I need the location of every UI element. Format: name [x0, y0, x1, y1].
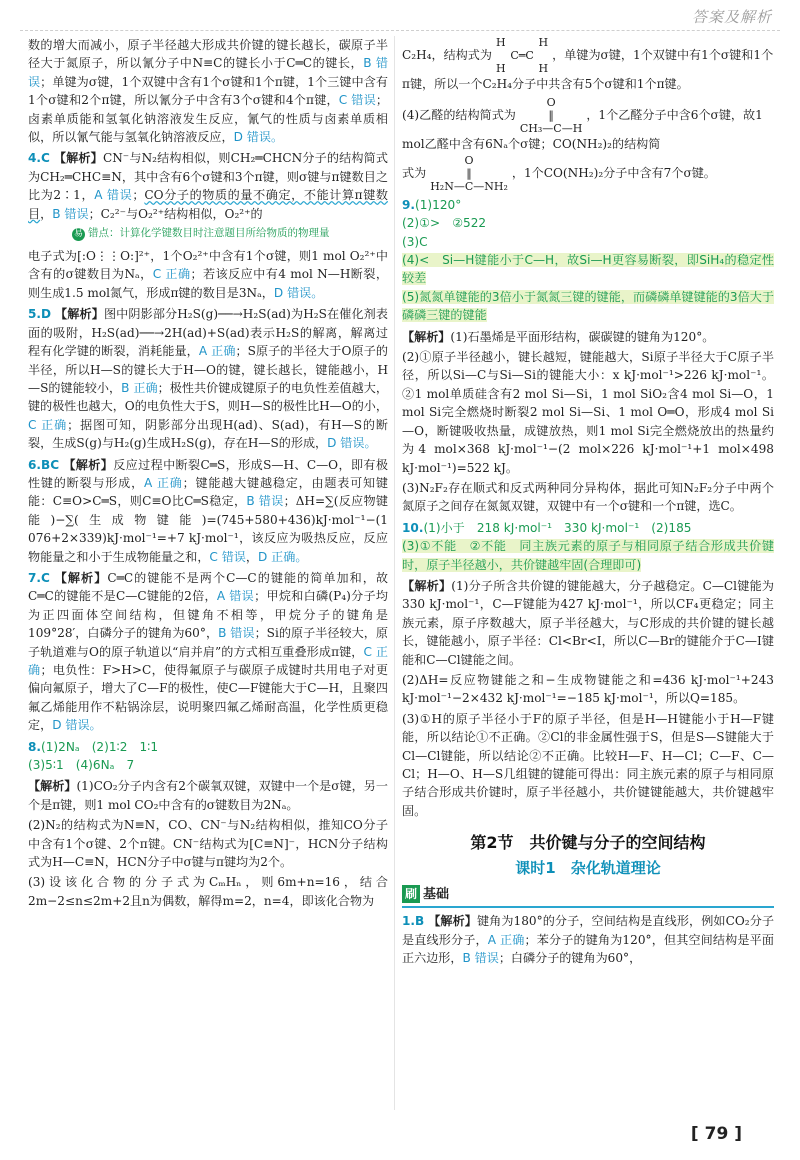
q1-number: 1. [402, 914, 416, 929]
c2h4-structure-formula: H H C═C H H [495, 36, 549, 75]
page-header-title: 答案及解析 [691, 8, 772, 26]
q6-c-mark: C 错误 [209, 549, 246, 564]
question-8 [28, 738, 388, 775]
q9-explanation-2: (2)①原子半径越小，键长越短，键能越大，Si原子半径大于C原子半径，所以Si—C与Si—Si的键能大小：x kJ·mol⁻¹>226 kJ·mol⁻¹。②1 mol单质硅含有2 mol Si—Si，1 mol SiO₂含4 mol Si—O，1 mol Si完全燃烧时断裂2 mol Si—Si、1 mol O═O，形成4 mol Si—O，断键吸收热量，成键放热，则1 mol Si完全燃烧放出的热量约为4 mol×368 kJ·mol⁻¹−(2 mol×226 kJ·mol⁻¹+1 mol×498 kJ·mol⁻¹)=522 kJ。 [402, 350, 774, 475]
q10-answer-3: (3)①不能 ②不能 同主族元素的原子与相同原子结合形成共价键时，原子半径越小，共价键越牢固(合理即可) [402, 539, 774, 572]
urea-structure: O ‖ H₂N—C—NH₂ [430, 153, 508, 193]
q7-label: 【解析】 [54, 570, 108, 585]
q4-label: 【解析】 [53, 151, 103, 166]
q8-explanation-1: 【解析】(1)CO₂分子内含有2个碳氧双键，双键中一个是σ键，另一个是π键，则1 mol CO₂中含有的σ键数目为2Nₐ。 [28, 779, 388, 812]
q5-d-mark: D 错误。 [327, 436, 377, 451]
q9-answer-4: (4)< Si—H键能小于C—H，故Si—H更容易断裂，即SiH₄的稳定性较差 [402, 253, 774, 286]
q10-explanation-1: 【解析】(1)分子所含共价键的键能越大，分子越稳定。C—Cl键能为330 kJ·mol⁻¹，C—F键能为427 kJ·mol⁻¹，所以CF₄更稳定；同主族元素，原子序数越大，原子半径越大，与C形成的共价键的键长越长，键能越小，原子半径：Cl<Br<I，所以C—Br的键能介于C—I键能和C—Cl键能之间。 [402, 578, 774, 667]
q7-a-mark: A 错误 [216, 589, 255, 604]
q9-number: 9. [402, 197, 416, 212]
q10-explanation-3: (3)①H的原子半径小于F的原子半径，但是H—H键能小于H—F键能，所以结论①不正确。②Cl的非金属性强于S，但是S—S键能大于Cl—Cl键能，所以结论②不正确。比较H—F、H—Cl；C—F、C—Cl；H—O、H—S几组键的键能可得出：同主族元素的原子与相同原子结合形成共价键时，原子半径越小，共价键键能越大，共价键越牢固。 [402, 711, 774, 818]
c2h4-paragraph: C₂H₄，结构式为H H C═C H H，单键为σ键，1个双键中有1个σ键和1个π键，所以一个C₂H₄分子中共含有5个σ键和1个π键。 [402, 36, 774, 91]
q8-explanation-3: (3)设该化合物的分子式为CₘHₙ，则6m+n=16，结合2m−2≤n≤2m+2且n为偶数，解得m=2，n=4，即该化合物为 [28, 875, 388, 908]
page-number: [ 79 ] [690, 1124, 742, 1144]
question-9-answers: 9.(1)120° (2)①> ②522 (3)C (4)< Si—H键能小于C—H，故Si—H更容易断裂，即SiH₄的稳定性较差 (5)氮氮单键能的3倍小于氮氮三键的键能，而磷磷单键键能的3倍大于磷磷三键的键能 [402, 197, 774, 323]
question-5: 5.D 【解析】图中阴影部分H₂S(g)──→H₂S(ad)为H₂S在催化剂表面的吸附，H₂S(ad)──→2H(ad)+S(ad)表示H₂S的解离，解离过程有化学键的断裂，消耗能量，A 正确；S原子的半径大于O原子的半径，所以H—S的键长大于H—O的键，键长越长，键能越小，H—S的键能较小，B 正确；极性共价键成键原子的电负性差值越大，键的极性也越大，O的电负性大于S，则H—S的极性比H—O的小，C 正确；据图可知，阴影部分出现H(ad)、S(ad)，有H—S的断裂，生成S(g)与H₂(g)生成H₂S(g)，存在H—S的形成，D 错误。 [28, 307, 388, 451]
q8-part4-paragraph: (4)乙醛的结构简式为O ‖ CH₃—C—H，1个乙醛分子中含6个σ键，故1 mol乙醛中含有6Nₐ个σ键；CO(NH₂)₂的结构简 式为O ‖ H₂N—C—NH₂，1个CO(NH₂)₂分子中含有7个σ键。 [402, 96, 763, 193]
q4-number: 4. [28, 151, 42, 166]
q5-c-mark: C 正确 [28, 417, 68, 432]
intro-b-mark: B 错误 [28, 56, 388, 89]
right-column [402, 36, 774, 970]
q4-b-mark: B 错误 [52, 206, 89, 221]
q8-answer-line1: (1)2Nₐ (2)1∶2 1∶1 [41, 739, 159, 754]
question-4-continued: 电子式为[:O⋮⋮O:]²⁺，1个O₂²⁺中含有1个σ键，则1 mol O₂²⁺中含有的σ键数目为Nₐ，C 正确；若该反应中有4 mol N—H断裂，则生成1.5 mol氮气，形成π键的数目是3Nₐ，D 错误。 [28, 249, 388, 300]
q6-number: 6. [28, 457, 42, 472]
q8-number: 8. [28, 739, 42, 754]
left-column [28, 36, 388, 912]
section-title: 第2节 共价键与分子的空间结构 [470, 833, 706, 853]
q5-answer: D [41, 307, 52, 322]
q5-number: 5. [28, 307, 42, 322]
acetaldehyde-structure: O ‖ CH₃—C—H [519, 96, 583, 136]
header-divider [20, 30, 780, 31]
q4-error-note: 易 错点：计算化学键数目时注意题目所给物质的物理量 [73, 227, 330, 240]
q7-c-mark: C 正确 [28, 644, 388, 677]
q10-explanation-2: (2)ΔH=反应物键能之和−生成物键能之和=436 kJ·mol⁻¹+243 kJ·mol⁻¹−2×432 kJ·mol⁻¹=−185 kJ·mol⁻¹，所以Q=185。 [402, 672, 774, 706]
intro-d-mark: D 错误。 [233, 130, 284, 145]
q6-b-mark: B 错误 [246, 494, 284, 509]
q7-b-mark: B 错误 [218, 626, 255, 641]
q1-label: 【解析】 [428, 914, 477, 929]
q6-answer: BC [41, 457, 60, 472]
q5-b-mark: B 正确 [121, 380, 158, 395]
q1-b-mark: B 错误 [462, 951, 499, 966]
q1-answer: B [415, 914, 425, 929]
q6-label: 【解析】 [63, 457, 114, 472]
q8-label: 【解析】 [28, 779, 77, 794]
q10-label: 【解析】 [402, 578, 452, 593]
q8-explanation-2: (2)N₂的结构式为N≡N，CO、CN⁻与N₂结构相似，推知CO分子中含有1个σ键、2个π键。CN⁻结构式为[C≡N]⁻，HCN分子结构式为H—C≡N，HCN分子中σ键与π键均为2个。 [28, 818, 388, 870]
q7-number: 7. [28, 570, 42, 585]
column-divider [394, 36, 395, 1110]
q9-explanation-1: 【解析】(1)石墨烯是平面形结构，碳碳键的键角为120°。 [402, 329, 715, 344]
q6-a-mark: A 正确 [143, 475, 183, 490]
intro-paragraph: 数的增大而减小，原子半径越大形成共价键的键长越长，碳原子半径大于氮原子，所以氰分子中N≡C的键长小于C═C的键长，B 错误；单键为σ键，1个双键中含有1个σ键和1个π键，1个三键中含有1个σ键和2个π键，所以氰分子中含有3个σ键和4个π键，C 错误；卤素单质能和氢氧化钠溶液发生反应，氰气的性质与卤素单质相似，所以氰气能与氢氧化钠溶液反应，D 错误。 [28, 38, 388, 145]
note-badge-icon: 易 [73, 229, 83, 240]
q4-d-mark: D 错误。 [273, 285, 324, 300]
q4-answer: C [41, 151, 50, 166]
lesson-title: 课时1 杂化轨道理论 [515, 858, 661, 877]
intro-c-mark: C 错误 [338, 93, 376, 108]
q6-d-mark: D 正确。 [258, 549, 308, 564]
q9-explanation-3: (3)N₂F₂存在顺式和反式两种同分异构体，据此可知N₂F₂分子中两个氮原子之间存在氮氮双键，双键中有一个σ键和一个π键，选C。 [402, 480, 774, 514]
q1-a-mark: A 正确 [487, 932, 525, 947]
q7-d-mark: D 错误。 [52, 718, 102, 733]
q4-wavy-note: CO分子的物质的量不确定，不能计算π键数目 [28, 188, 389, 221]
question-6: 6.BC 【解析】反应过程中断裂C═S，形成S—H、C—O，即有极性键的断裂与形成，A 正确；键能越大键越稳定，由题表可知键能：C≡O>C═S，则C≡O比C═S稳定，B 错误；ΔH=∑(反应物键能)−∑(生成物键能)=(745+580+436)kJ·mol⁻¹−(1 076+2×339)kJ·mol⁻¹=+7 kJ·mol⁻¹，该反应为吸热反应，反应物能量之和小于生成物能量之和，C 错误，D 正确。 [28, 457, 389, 564]
brush-icon: 刷 [402, 885, 420, 903]
q5-label: 【解析】 [55, 307, 104, 322]
q10-number: 10. [402, 520, 424, 535]
q4-a-mark: A 错误 [94, 188, 133, 203]
q7-answer: C [41, 570, 50, 585]
question-7: 7.C 【解析】C═C的键能不是两个C—C的键能的简单加和，故C═C的键能不是C—C键能的2倍，A 错误；甲烷和白磷(P₄)分子均为正四面体空间结构，但键角不相等，甲烷分子的键角是109°28′，白磷分子的键角为60°，B 错误；Si的原子半径较大，原子轨道难与O的原子轨道以“肩并肩”的方式相互重叠形成π键，C 正确；电负性：F>H>C，使得氟原子与碳原子成键时共用电子对更偏向氟原子，增大了C—F的极性，使C—F键能大于C—H，且聚四氟乙烯能用作不粘锅涂层，说明聚四氟乙烯耐高温，化学性质更稳定，D 错误。 [28, 570, 388, 733]
question-10-answers: 10.(1)小于 218 kJ·mol⁻¹ 330 kJ·mol⁻¹ (2)185 (3)①不能 ②不能 同主族元素的原子与相同原子结合形成共价键时，原子半径越小，共价键越牢固(合理即可) [402, 520, 774, 572]
basic-section-tag: 刷 基础 [402, 885, 774, 908]
q9-answer-5: (5)氮氮单键能的3倍小于氮氮三键的键能，而磷磷单键键能的3倍大于磷磷三键的键能 [402, 289, 774, 323]
question-4: 4.C 【解析】CN⁻与N₂结构相似，则CH₂═CHCN分子的结构简式为CH₂═CHC≡N，其中含有6个σ键和3个π键，则σ键与π键数目之比为2∶1，A 错误；CO分子的物质的量不确定，不能计算π键数目，B 错误；C₂²⁻与O₂²⁺结构相似，O₂²⁺的 [28, 151, 389, 221]
q5-a-mark: A 正确 [198, 344, 236, 359]
question-1: 1.B 【解析】键角为180°的分子，空间结构是直线形，例如CO₂分子是直线形分子，A 正确；苯分子的键角为120°，但其空间结构是平面正六边形，B 错误；白磷分子的键角为60°， [402, 914, 774, 966]
q4-c-mark: C 正确 [152, 267, 191, 282]
q8-answer-line2: (3)5∶1 (4)6Nₐ 7 [28, 758, 135, 773]
q9-label: 【解析】 [402, 329, 451, 344]
